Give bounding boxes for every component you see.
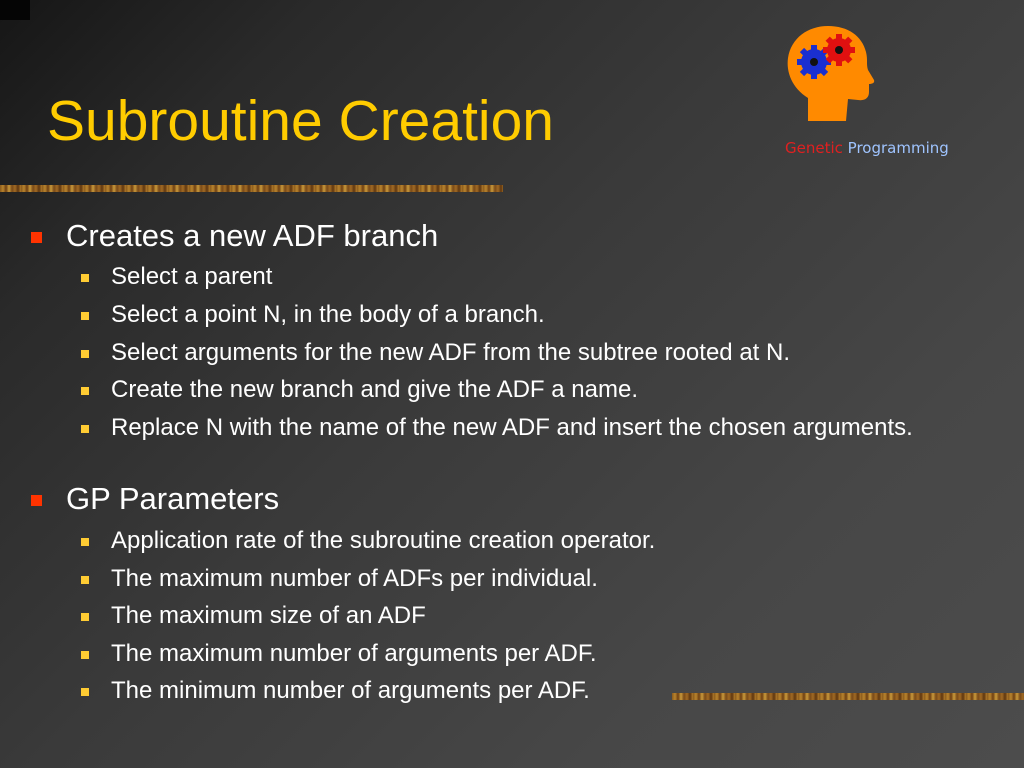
sub-bullet: Select a point N, in the body of a branch. (111, 299, 931, 330)
bullet-heading: Creates a new ADF branch (66, 218, 439, 253)
bullet-heading: GP Parameters (66, 481, 280, 516)
sub-bullet: Select a parent (111, 261, 931, 292)
sub-bullet: The maximum number of arguments per ADF. (111, 638, 931, 669)
sub-bullet: Replace N with the name of the new ADF and insert the chosen arguments. (111, 412, 931, 443)
sub-bullet: The maximum size of an ADF (111, 600, 931, 631)
logo-caption-genetic: Genetic (785, 139, 843, 157)
sub-bullet: The minimum number of arguments per ADF. (111, 675, 931, 706)
sub-bullet: Application rate of the subroutine creation operator. (111, 525, 931, 556)
sub-bullet: The maximum number of ADFs per individual. (111, 563, 931, 594)
logo-caption-programming: Programming (847, 139, 949, 157)
sub-bullet: Select arguments for the new ADF from the subtree rooted at N. (111, 337, 931, 368)
sub-bullet: Create the new branch and give the ADF a name. (111, 374, 931, 405)
slide-title: Subroutine Creation (47, 89, 554, 153)
